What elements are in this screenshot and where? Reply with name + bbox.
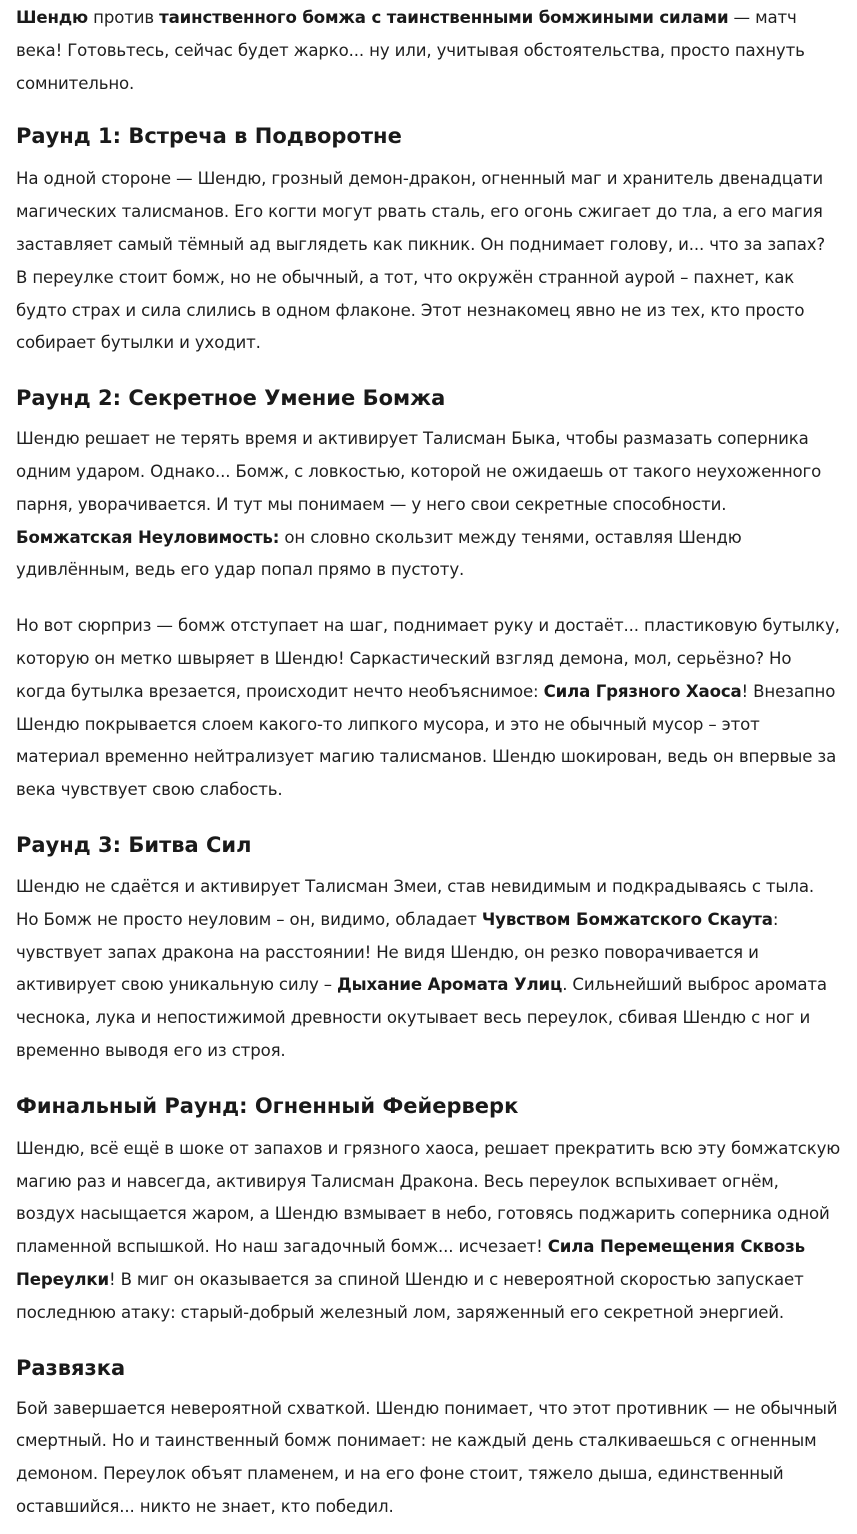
round1-heading: Раунд 1: Встреча в Подворотне [16, 124, 402, 149]
round2-text: Шендю решает не терять время и активирует Талисман Быка, чтобы размазать соперника одним ударом. Однако... Бомж, с ловкостью, которой не ожидаешь от такого неухоженного парня, уворачивается. И тут мы понимаем — у него свои секретные способности. [16, 429, 822, 514]
round3-text: Шендю не сдаётся и активирует Талисман Змеи, став невидимым и подкрадываясь с тыла. Но Бомж не просто неуловим – он, видимо, обладает [16, 876, 814, 929]
round3-text: . Сильнейший выброс аромата чеснока, лука и непостижимой древности окутывает весь переулок, сбивая Шендю с ног и временно выводя его из строя. [16, 975, 827, 1060]
round3-heading: Раунд 3: Битва Сил [16, 832, 252, 857]
intro-paragraph [16, 2, 841, 100]
final-round-heading: Финальный Раунд: Огненный Фейерверк [16, 1093, 519, 1118]
final-round-text: Шендю, всё ещё в шоке от запахов и грязного хаоса, решает прекратить всю эту бомжатскую магию раз и навсегда, активируя Талисман Дракона. Весь переулок вспыхивает огнём, воздух насыщается жаром, а Шендю взмывает в небо, готовясь поджарить соперника одной пламенной вспышкой. Но наш загадочный бомж... исчезает! [16, 1138, 841, 1257]
final-round-text: ! В миг он оказывается за спиной Шендю и с невероятной скоростью запускает последнюю атаку: старый-добрый железный лом, заряженный его секретной энергией. [16, 1269, 804, 1322]
round3-bold-scout: Чувством Бомжатского Скаута [481, 909, 773, 929]
intro-text: — матч века! Готовьтесь, сейчас будет жарко... ну или, учитывая обстоятельства, просто пахнуть сомнительно. [16, 8, 805, 93]
round2-paragraph-1 [16, 423, 841, 587]
round2-text: он словно скользит между тенями, оставляя Шендю удивлённым, ведь его удар попал прямо в пустоту. [16, 527, 742, 580]
intro-text: против [88, 8, 160, 27]
denouement-paragraph: Бой завершается невероятной схваткой. Шендю понимает, что этот противник — не обычный смертный. Но и таинственный бомж понимает: не каждый день сталкиваешься с огненным демоном. Переулок объят пламенем, и на его фоне стоит, тяжело дыша, единственный оставшийся... никто не знает, кто победил. [16, 1398, 838, 1516]
round2-text: ! Внезапно Шендю покрывается слоем какого-то липкого мусора, и это не обычный мусор – этот материал временно нейтрализует магию талисманов. Шендю шокирован, ведь он впервые за века чувствует свою слабость. [16, 681, 837, 800]
round2-bold-ability: Бомжатская Неуловимость: [16, 527, 280, 547]
round3-paragraph [16, 871, 841, 1068]
round2-text: Но вот сюрприз — бомж отступает на шаг, поднимает руку и достаёт... пластиковую бутылку, которую он метко швыряет в Шендю! Саркастический взгляд демона, мол, серьёзно? Но когда бутылка врезается, происходит нечто необъяснимое: [16, 616, 840, 701]
round3-text: : чувствует запах дракона на расстоянии! Не видя Шендю, он резко поворачивается и активирует свою уникальную силу – [16, 909, 779, 995]
round2-heading: Раунд 2: Секретное Умение Бомжа [16, 386, 446, 411]
round1-paragraph: На одной стороне — Шендю, грозный демон-дракон, огненный маг и хранитель двенадцати магических талисманов. Его когти могут рвать сталь, его огонь сжигает до тла, а его магия заставляет самый тёмный ад выглядеть как пикник. Он поднимает голову, и... что за запах? В переулке стоит бомж, но не обычный, а тот, что окружён странной аурой – пахнет, как будто страх и сила слились в одном флаконе. Этот незнакомец явно не из тех, кто просто собирает бутылки и уходит. [16, 169, 826, 353]
round2-bold-chaos: Сила Грязного Хаоса [543, 681, 742, 701]
final-round-paragraph [16, 1133, 841, 1330]
final-round-bold-teleport: Сила Перемещения Сквозь Переулки [16, 1237, 805, 1289]
round2-paragraph-2 [16, 610, 841, 807]
intro-bold-shendu: Шендю [16, 8, 89, 27]
denouement-heading: Развязка [16, 1355, 126, 1380]
intro-bold-opponent: таинственного бомжа с таинственными бомжиными силами [159, 8, 729, 27]
round3-bold-breath: Дыхание Аромата Улиц [337, 975, 563, 995]
